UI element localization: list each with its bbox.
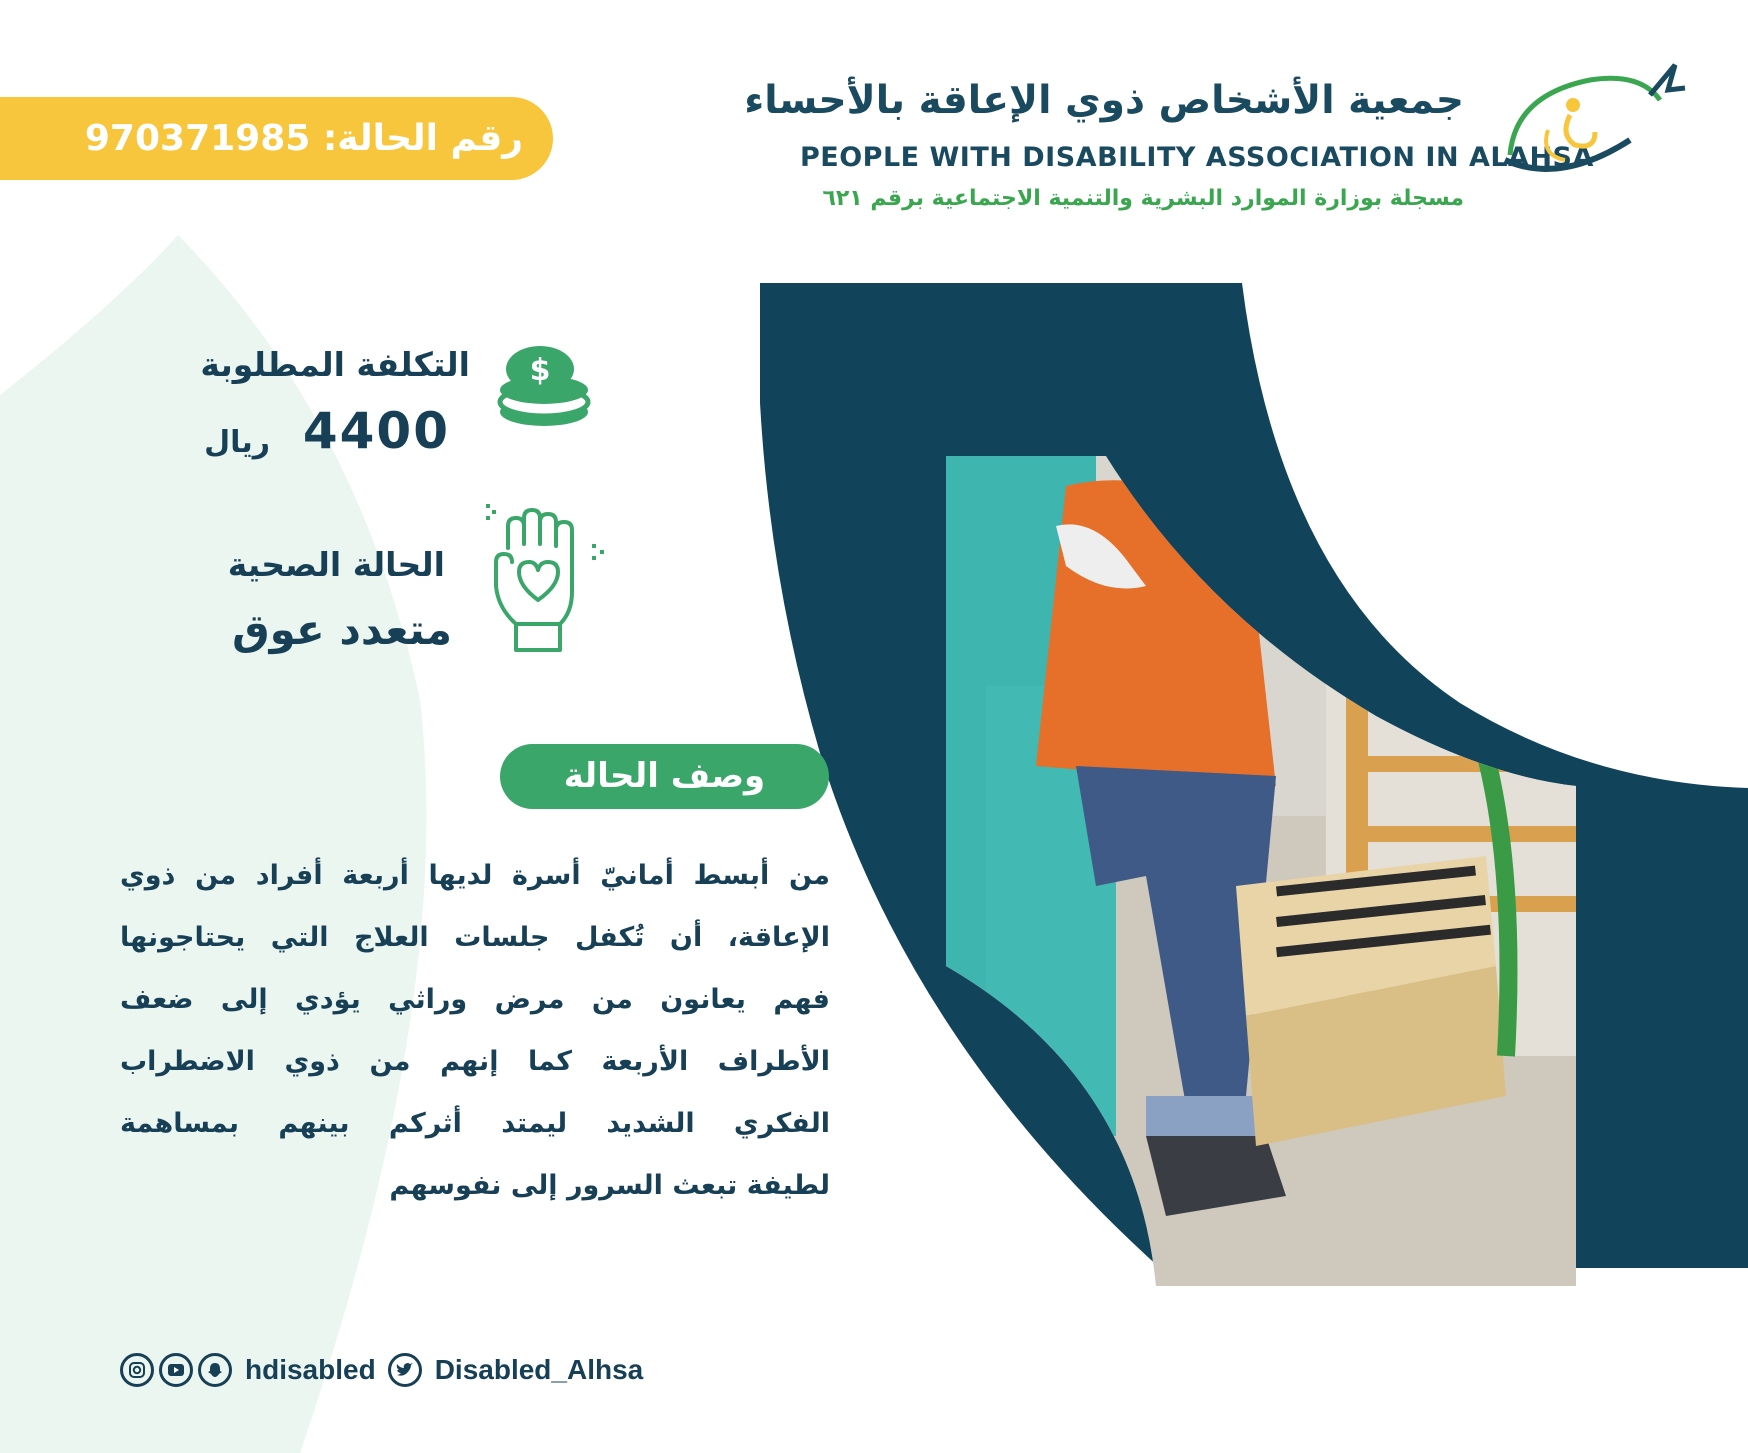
- social-footer: [120, 1348, 655, 1392]
- health-title: الحالة الصحية: [227, 545, 445, 584]
- instagram-icon[interactable]: [120, 1353, 154, 1387]
- snapchat-icon[interactable]: [198, 1353, 232, 1387]
- org-logo-mark: [1500, 60, 1690, 180]
- case-number-label: رقم الحالة: 970371985: [84, 118, 523, 159]
- description-line: الفكري الشديد ليمتد أثركم بينهم بمساهمة: [120, 1108, 830, 1139]
- social-handle-1[interactable]: hdisabled: [245, 1354, 376, 1385]
- description-heading-pill: [500, 744, 829, 809]
- description-line: الأطراف الأربعة كما إنهم من ذوي الاضطراب: [120, 1046, 830, 1077]
- org-name-english: PEOPLE WITH DISABILITY ASSOCIATION IN ALAHSA: [800, 142, 1594, 173]
- description-heading: وصف الحالة: [563, 756, 766, 796]
- case-photo: [946, 456, 1576, 1286]
- description-line: من أبسط أمانيّ أسرة لديها أربعة أفراد من ذوي: [120, 860, 830, 891]
- health-status: متعدد عوق: [232, 605, 452, 654]
- social-handle-2[interactable]: Disabled_Alhsa: [434, 1354, 644, 1385]
- org-registration: مسجلة بوزارة الموارد البشرية والتنمية الاجتماعية برقم ٦٢١: [822, 186, 1464, 211]
- description-line: فهم يعانون من مرض وراثي يؤدي إلى ضعف: [120, 984, 830, 1015]
- youtube-icon[interactable]: [159, 1353, 193, 1387]
- svg-text:$: $: [529, 353, 551, 388]
- hand-heart-icon: [486, 500, 611, 660]
- cost-title: التكلفة المطلوبة: [200, 345, 470, 384]
- cost-currency: ريال: [204, 425, 270, 460]
- description-line: الإعاقة، أن تُكفل جلسات العلاج التي يحتاجونها: [120, 922, 830, 953]
- twitter-icon[interactable]: [388, 1353, 422, 1387]
- case-number-pill: [0, 97, 553, 180]
- cost-amount: 4400: [302, 402, 450, 460]
- description-line: لطيفة تبعث السرور إلى نفوسهم: [389, 1170, 830, 1201]
- description-text: [120, 845, 830, 1217]
- org-name-arabic: جمعية الأشخاص ذوي الإعاقة بالأحساء: [744, 78, 1464, 123]
- coin-stack-icon: [494, 342, 594, 432]
